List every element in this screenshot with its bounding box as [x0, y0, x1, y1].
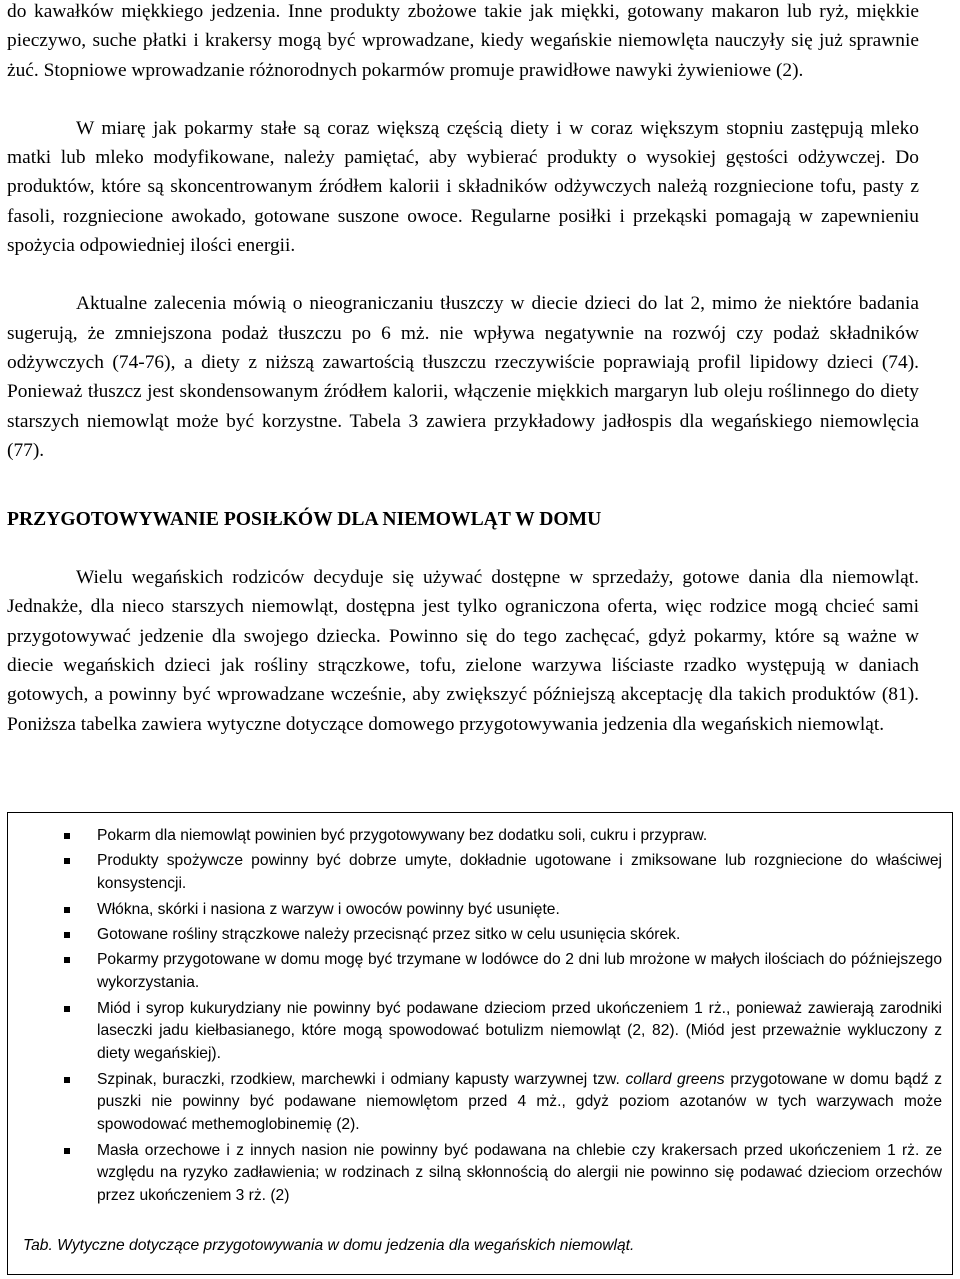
guideline-item — [64, 850, 942, 896]
bullet-icon — [64, 1006, 70, 1012]
guideline-text: Gotowane rośliny strączkowe należy przecisnąć przez sitko w celu usunięcia skórek. — [97, 925, 681, 943]
guideline-item — [64, 998, 942, 1066]
guideline-item — [64, 1140, 942, 1208]
guideline-text: Pokarm dla niemowląt powinien być przygotowywany bez dodatku soli, cukru i przypraw. — [97, 827, 708, 844]
guideline-text-start: Szpinak, buraczki, rzodkiew, marchewki i odmiany kapusty warzywnej tzw. — [97, 1070, 626, 1088]
bullet-icon — [64, 1148, 70, 1154]
guideline-text-italic: collard greens — [625, 1070, 725, 1088]
section-heading: PRZYGOTOWYWANIE POSIŁKÓW DLA NIEMOWLĄT W DOMU — [7, 509, 602, 531]
document-page — [7, 0, 919, 739]
bullet-icon — [64, 907, 70, 913]
paragraph-1: do kawałków miękkiego jedzenia. Inne produkty zbożowe takie jak miękki, gotowany makaron lub ryż, miękkie pieczywo, suche płatki i krakersy mogą być wprowadzane, kiedy wegańskie niemowlęta nauczyły się już sprawnie żuć. Stopniowe wprowadzanie różnorodnych pokarmów promuje prawidłowe nawyki żywieniowe (2). — [7, 1, 919, 81]
guideline-item — [64, 899, 942, 922]
paragraph-3: Aktualne zalecenia mówią o nieograniczaniu tłuszczy w diecie dzieci do lat 2, mimo że niektóre badania sugerują, że zmniejszona podaż tłuszczu po 6 mż. nie wpływa negatywnie na rozwój czy podaż składników odżywczych (74-76), a diety z niższą zawartością tłuszczu rzeczywiście poprawiają profil lipidowy dzieci (74). Ponieważ tłuszcz jest skondensowanym źródłem kalorii, włączenie miękkich margaryn lub oleju roślinnego do diety starszych niemowląt może być korzystne. Tabela 3 zawiera przykładowy jadłospis dla wegańskiego niemowlęcia (77). — [7, 293, 919, 461]
bullet-icon — [64, 1077, 70, 1083]
guideline-item-spinach — [64, 1069, 942, 1137]
guideline-item — [64, 825, 942, 848]
guideline-text: Masła orzechowe i z innych nasion nie powinny być podawana na chlebie czy krakersach przed ukończeniem 1 rż. ze względu na ryzyko zadławienia; w rodzinach z silną skłonnością do alergii nie powinno się podawać dzieciom orzechów przez ukończeniem 3 rż. (2) — [97, 1141, 942, 1205]
guidelines-list — [64, 825, 942, 1211]
paragraph-4: Wielu wegańskich rodziców decyduje się używać dostępne w sprzedaży, gotowe dania dla niemowląt. Jednakże, dla nieco starszych niemowląt, dostępna jest tylko ograniczona oferta, więc rodzice mogą chcieć sami przygotowywać jedzenie dla swojego dziecka. Powinno się do tego zachęcać, gdyż pokarmy, które są ważne w diecie wegańskich dzieci jak rośliny strączkowe, tofu, zielone warzywa liściaste rzadko występują w daniach gotowych, a powinny być wprowadzane wcześnie, aby zwiększyć późniejszą akceptację dla takich produktów (81). Poniższa tabelka zawiera wytyczne dotyczące domowego przygotowywania jedzenia dla wegańskich niemowląt. — [7, 567, 919, 735]
bullet-icon — [64, 932, 70, 938]
guideline-item — [64, 924, 942, 947]
guideline-text-end: przygotowane w domu bądź z puszki nie powinny być podawane niemowlętom przed 4 mż., gdyż poziom azotanów w tych warzywach może spowodować methemoglobinemię (2). — [97, 1070, 942, 1134]
bullet-icon — [64, 833, 70, 839]
guideline-text: Produkty spożywcze powinny być dobrze umyte, dokładnie ugotowane i zmiksowane lub rozgniecione do właściwej konsystencji. — [97, 852, 942, 893]
paragraph-2: W miarę jak pokarmy stałe są coraz większą częścią diety i w coraz większym stopniu zastępują mleko matki lub mleko modyfikowane, należy pamiętać, aby wybierać produkty o wysokiej gęstości odżywczej. Do produktów, które są skoncentrowanym źródłem kalorii i składników odżywczych należą rozgniecione tofu, pasty z fasoli, rozgniecione awokado, gotowane suszone owoce. Regularne posiłki i przekąski pomagają w zapewnieniu spożycia odpowiedniej ilości energii. — [7, 117, 919, 257]
guidelines-box — [7, 812, 953, 1275]
guideline-text: Miód i syrop kukurydziany nie powinny być podawane dzieciom przed ukończeniem 1 rż., ponieważ zawierają zarodniki laseczki jadu kiełbasianego, które mogą spowodować botulizm niemowląt (2, 82). (Miód jest przeważnie wykluczony z diety wegańskiej). — [97, 999, 942, 1063]
bullet-icon — [64, 957, 70, 963]
table-caption: Tab. Wytyczne dotyczące przygotowywania w domu jedzenia dla wegańskich niemowląt. — [23, 1237, 635, 1254]
guideline-text: Włókna, skórki i nasiona z warzyw i owoców powinny być usunięte. — [97, 900, 560, 918]
guideline-item — [64, 949, 942, 995]
guideline-text: Pokarmy przygotowane w domu mogę być trzymane w lodówce do 2 dni lub mrożone w małych ilościach do późniejszego wykorzystania. — [97, 951, 942, 992]
bullet-icon — [64, 858, 70, 864]
